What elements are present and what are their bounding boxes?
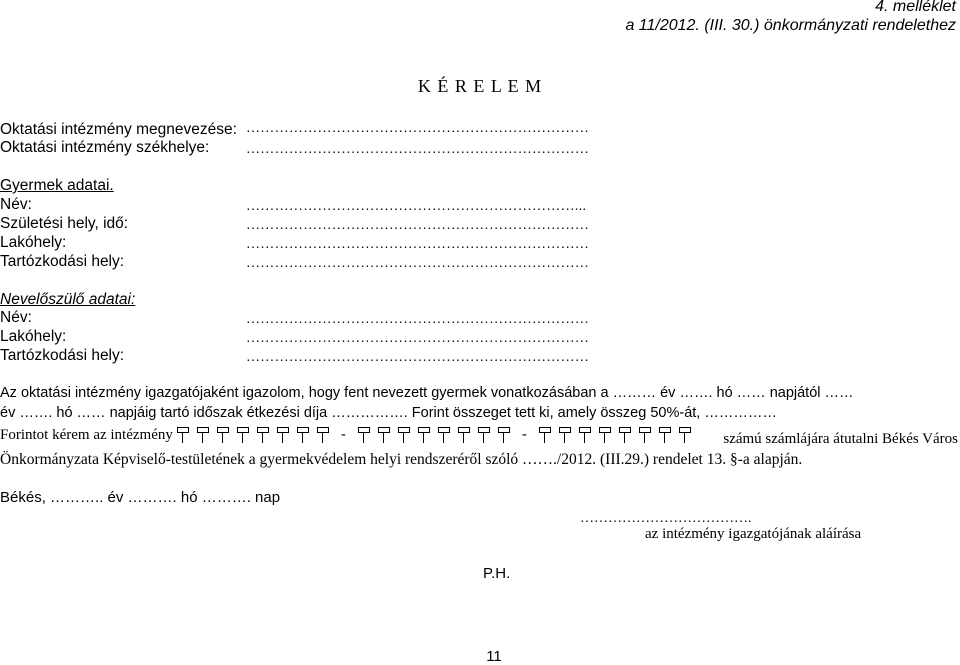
- digit-box[interactable]: [237, 425, 249, 443]
- child-section-heading: Gyermek adatai.: [0, 177, 114, 194]
- digit-box[interactable]: [177, 425, 189, 443]
- page-title: K É R E L E M: [417, 76, 543, 96]
- institution-seat-label: Oktatási intézmény székhelye:: [0, 139, 210, 156]
- digit-box[interactable]: [639, 425, 651, 443]
- digit-box[interactable]: [277, 425, 289, 443]
- page-number: 11: [486, 648, 502, 665]
- digit-box[interactable]: [679, 425, 691, 443]
- institution-name-label: Oktatási intézmény megnevezése:: [0, 121, 237, 138]
- account-number-group-3[interactable]: [535, 425, 695, 448]
- institution-seat-field[interactable]: ………………………………………………………………: [246, 142, 590, 157]
- digit-box[interactable]: [297, 425, 309, 443]
- signature-label: az intézmény igazgatójának aláírása: [645, 526, 862, 542]
- digit-box[interactable]: [619, 425, 631, 443]
- digit-box[interactable]: [398, 425, 410, 443]
- statement-line-4: Önkormányzata Képviselő-testületének a gyermekvédelem helyi rendszeréről szóló ……./2012. (III.29.) rendelet 13. §-a alapján.: [0, 451, 803, 468]
- stamp-placeholder: P.H.: [483, 565, 511, 582]
- statement-line-1: Az oktatási intézmény igazgatójaként igazolom, hogy fent nevezett gyermek vonatkozásában a ……… év ……. hó …… napjától ……: [0, 385, 854, 401]
- child-residence-label: Lakóhely:: [0, 234, 67, 251]
- child-stay-field[interactable]: ………………………………………………………………: [246, 256, 590, 271]
- parent-name-field[interactable]: ………………………………………………………………: [246, 312, 590, 327]
- account-separator-2: -: [521, 426, 527, 443]
- annex-header: [625, 0, 956, 35]
- statement-line-3-start: Forintot kérem az intézmény: [0, 427, 173, 443]
- date-line[interactable]: Békés, ……….. év ………. hó ………. nap: [0, 489, 281, 506]
- parent-stay-label: Tartózkodási hely:: [0, 347, 125, 364]
- digit-box[interactable]: [418, 425, 430, 443]
- parent-residence-field[interactable]: ………………………………………………………………: [246, 331, 590, 346]
- digit-box[interactable]: [599, 425, 611, 443]
- parent-stay-field[interactable]: ………………………………………………………………: [246, 350, 590, 365]
- digit-box[interactable]: [539, 425, 551, 443]
- digit-box[interactable]: [478, 425, 490, 443]
- digit-box[interactable]: [438, 425, 450, 443]
- digit-box[interactable]: [317, 425, 329, 443]
- child-name-label: Név:: [0, 196, 32, 213]
- account-separator-1: -: [340, 426, 346, 443]
- digit-box[interactable]: [378, 425, 390, 443]
- parent-residence-label: Lakóhely:: [0, 328, 67, 345]
- parent-name-label: Név:: [0, 309, 32, 326]
- digit-box[interactable]: [498, 425, 510, 443]
- child-residence-field[interactable]: ………………………………………………………………: [246, 237, 590, 252]
- digit-box[interactable]: [579, 425, 591, 443]
- statement-line-3-end: számú számlájára átutalni Békés Város: [723, 431, 958, 447]
- digit-box[interactable]: [257, 425, 269, 443]
- child-name-field[interactable]: ……………………………………………………………...: [246, 199, 587, 214]
- parent-section-heading: Nevelőszülő adatai:: [0, 291, 136, 308]
- digit-box[interactable]: [458, 425, 470, 443]
- digit-box[interactable]: [659, 425, 671, 443]
- digit-box[interactable]: [217, 425, 229, 443]
- statement-line-2: év ……. hó …… napjáig tartó időszak étkezési díja ……………. Forint összeget tett ki, amely összeg 50%-át, ……………: [0, 405, 777, 421]
- child-birth-field[interactable]: ………………………………………………………………: [246, 218, 590, 233]
- digit-box[interactable]: [197, 425, 209, 443]
- institution-name-field[interactable]: ………………………………………………………………: [246, 121, 590, 136]
- statement-line-3: [0, 425, 958, 448]
- annex-number: 4. melléklet: [875, 0, 956, 15]
- decree-reference: a 11/2012. (III. 30.) önkormányzati rendelethez: [625, 17, 956, 34]
- account-number-group-2[interactable]: [354, 425, 514, 448]
- digit-box[interactable]: [358, 425, 370, 443]
- digit-box[interactable]: [559, 425, 571, 443]
- signature-line[interactable]: ……………………………….: [580, 511, 752, 526]
- child-stay-label: Tartózkodási hely:: [0, 253, 125, 270]
- child-birth-label: Születési hely, idő:: [0, 215, 129, 232]
- account-number-group-1[interactable]: [173, 425, 333, 448]
